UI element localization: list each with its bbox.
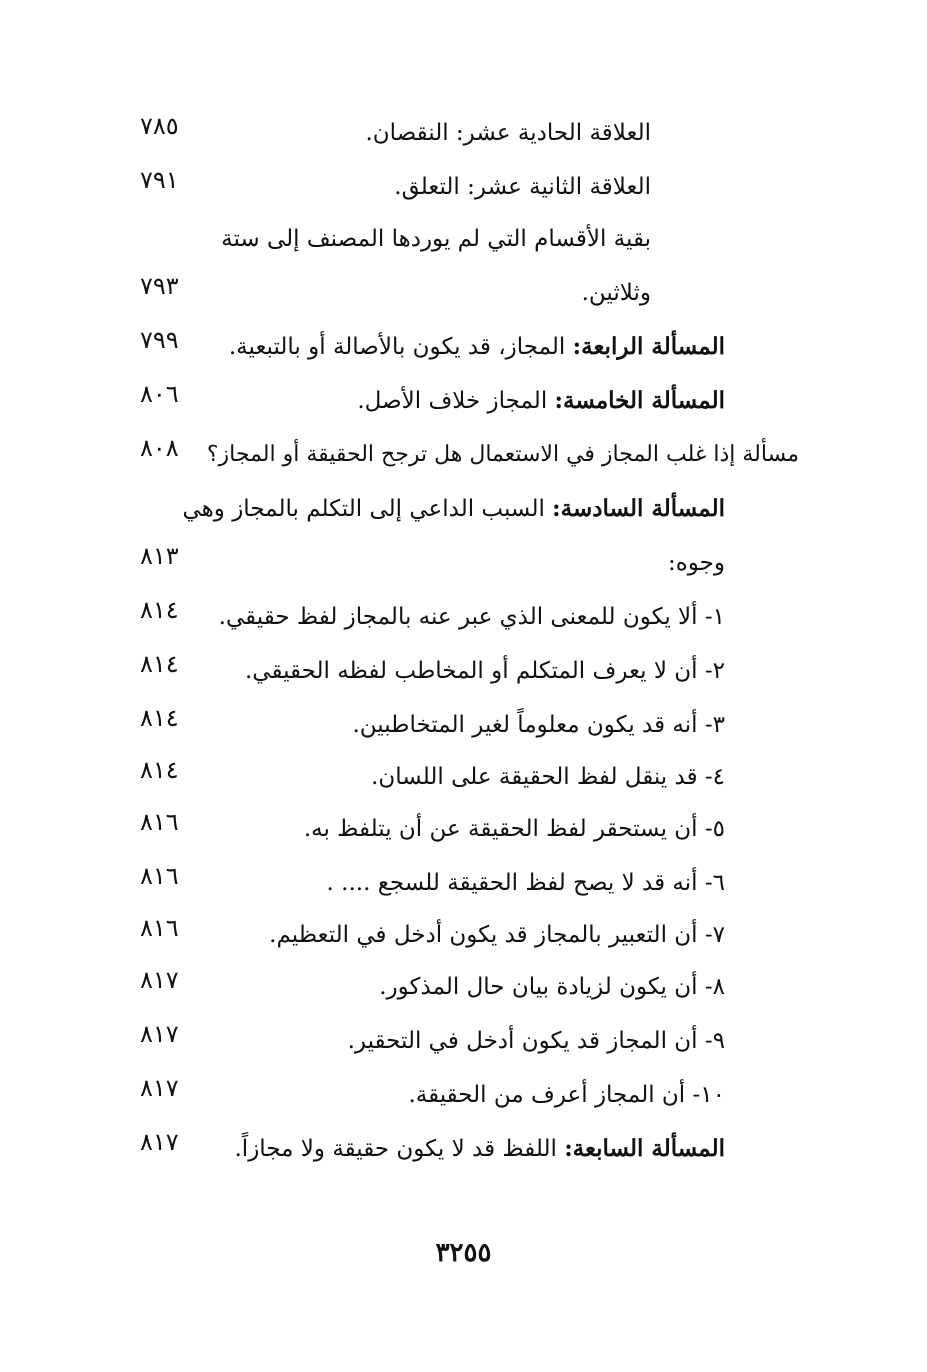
toc-page-number: ٨١٧ — [140, 1128, 179, 1156]
toc-page-number: ٨١٣ — [140, 542, 179, 570]
toc-row — [0, 272, 927, 328]
toc-row — [0, 112, 927, 168]
toc-entry-text: ١- ألا يكون للمعنى الذي عبر عنه بالمجاز لفظ حقيقي. — [218, 604, 725, 630]
toc-row — [0, 166, 927, 222]
toc-entry-text: العلاقة الثانية عشر: التعلق. — [394, 174, 651, 200]
toc-page-number: ٧٩٣ — [140, 272, 179, 300]
toc-row — [0, 756, 927, 812]
toc-row — [0, 1020, 927, 1076]
toc-page-number: ٨١٤ — [140, 596, 179, 624]
section-heading-rest: اللفظ قد لا يكون حقيقة ولا مجازاً. — [234, 1136, 565, 1162]
toc-page-number: ٨١٤ — [140, 756, 179, 784]
toc-row — [0, 488, 927, 544]
toc-entry-text: العلاقة الحادية عشر: النقصان. — [365, 120, 651, 146]
toc-page-number: ٨١٦ — [140, 808, 179, 836]
toc-entry-text: ٢- أن لا يعرف المتكلم أو المخاطب لفظه الحقيقي. — [244, 658, 725, 684]
toc-entry-text: مسألة إذا غلب المجاز في الاستعمال هل ترجح الحقيقة أو المجاز؟ — [206, 442, 799, 467]
toc-entry-text: ٤- قد ينقل لفظ الحقيقة على اللسان. — [371, 764, 725, 790]
toc-entry-text: ٦- أنه قد لا يصح لفظ الحقيقة للسجع .... . — [326, 870, 725, 896]
toc-page-number: ٨١٤ — [140, 650, 179, 678]
toc-row — [0, 596, 927, 652]
section-heading-rest: السبب الداعي إلى التكلم بالمجاز وهي — [182, 496, 553, 522]
toc-entry-text: ٥- أن يستحقر لفظ الحقيقة عن أن يتلفظ به. — [303, 816, 725, 842]
toc-page-number: ٨٠٦ — [140, 380, 179, 408]
section-heading-bold: المسألة الخامسة: — [554, 387, 725, 414]
toc-row — [0, 218, 927, 274]
toc-page-number: ٨٠٨ — [140, 434, 179, 462]
toc-entry-text: وثلاثين. — [581, 280, 651, 306]
toc-row — [0, 326, 927, 382]
toc-page-number: ٧٩٩ — [140, 326, 179, 354]
toc-entry-text: ٣- أنه قد يكون معلوماً لغير المتخاطبين. — [352, 712, 725, 738]
toc-page-number: ٧٨٥ — [140, 112, 179, 140]
toc-row — [0, 542, 927, 598]
toc-page-number: ٨١٦ — [140, 914, 179, 942]
toc-row — [0, 380, 927, 436]
toc-entry-text — [235, 1132, 726, 1166]
toc-entry-text: ٧- أن التعبير بالمجاز قد يكون أدخل في التعظيم. — [269, 922, 725, 948]
toc-entry-text: بقية الأقسام التي لم يوردها المصنف إلى ستة — [221, 226, 651, 252]
toc-row — [0, 704, 927, 760]
toc-page-number: ٧٩١ — [140, 166, 179, 194]
section-heading-bold: المسألة السابعة: — [564, 1135, 725, 1162]
toc-page-number: ٨١٧ — [140, 1020, 179, 1048]
section-heading-rest: المجاز، قد يكون بالأصالة أو بالتبعية. — [228, 334, 573, 360]
toc-entry-text: ١٠- أن المجاز أعرف من الحقيقة. — [408, 1082, 725, 1108]
toc-row — [0, 1074, 927, 1130]
toc-row — [0, 966, 927, 1022]
toc-page-number: ٨١٧ — [140, 966, 179, 994]
toc-entry-text — [229, 330, 725, 364]
toc-entry-text: وجوه: — [667, 550, 725, 576]
toc-row — [0, 650, 927, 706]
page-number-footer: ٣٢٥٥ — [435, 1238, 492, 1268]
section-heading-rest: المجاز خلاف الأصل. — [357, 388, 555, 414]
section-heading-bold: المسألة السادسة: — [552, 495, 725, 522]
toc-row — [0, 1128, 927, 1184]
toc-entry-text — [182, 492, 725, 526]
toc-row — [0, 434, 927, 490]
toc-entry-text: ٩- أن المجاز قد يكون أدخل في التحقير. — [347, 1028, 725, 1054]
toc-entry-text: ٨- أن يكون لزيادة بيان حال المذكور. — [379, 974, 725, 1000]
toc-page-number: ٨١٤ — [140, 704, 179, 732]
toc-row — [0, 914, 927, 970]
toc-row — [0, 862, 927, 918]
section-heading-bold: المسألة الرابعة: — [572, 333, 725, 360]
toc-page-number: ٨١٧ — [140, 1074, 179, 1102]
toc-row — [0, 808, 927, 864]
toc-page-number: ٨١٦ — [140, 862, 179, 890]
toc-entry-text — [357, 384, 725, 418]
